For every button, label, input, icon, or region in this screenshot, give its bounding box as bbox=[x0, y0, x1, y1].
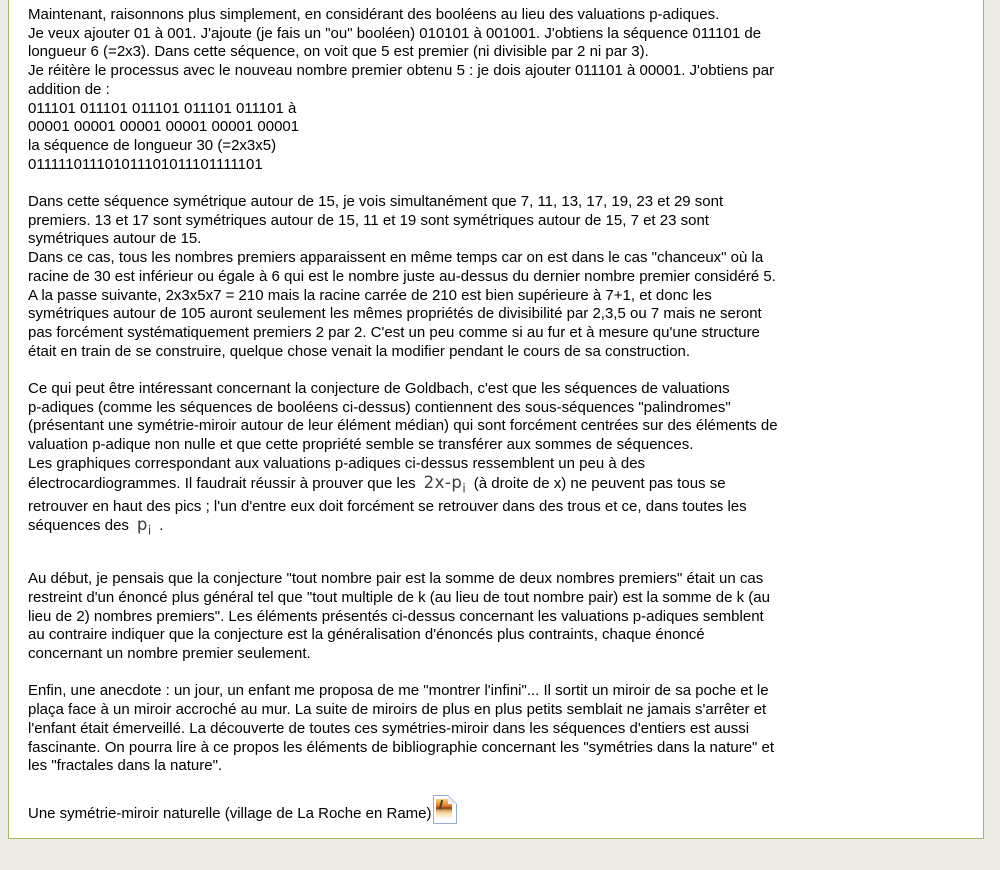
paragraph bbox=[28, 6, 964, 174]
math-expression bbox=[423, 472, 466, 495]
math-base: p bbox=[136, 515, 148, 535]
text-segment: (à droite de x) ne peuvent pas tous se bbox=[473, 474, 726, 492]
document-page bbox=[8, 0, 984, 839]
text-line: retrouver en haut des pics ; l'un d'entre eux doit forcément se retrouver dans des trous et ce, dans toutes les bbox=[28, 497, 747, 515]
text-line: symétriques autour de 15. bbox=[28, 230, 202, 248]
text-line: 011111011101011101011101111101 bbox=[28, 155, 263, 173]
text-line: l'enfant était émerveillé. La découverte de toutes ces symétries-miroir dans les séquences d'entiers est aussi bbox=[28, 719, 750, 737]
paragraph bbox=[28, 682, 964, 776]
text-line: fascinante. On pourra lire à ce propos les éléments de bibliographie concernant les "symétries dans la nature" et bbox=[28, 738, 775, 756]
text-line: était en train de se construire, quelque chose venait la modifier pendant le cours de sa construction. bbox=[28, 342, 691, 360]
text-line: restreint d'un énoncé plus général tel que "tout multiple de k (au lieu de tout nombre pair) est la somme de k (au bbox=[28, 588, 770, 606]
text-line: Enfin, une anecdote : un jour, un enfant me proposa de me "montrer l'infini"... Il sortit un miroir de sa poche et le bbox=[28, 682, 769, 700]
text-segment: . bbox=[159, 517, 164, 535]
text-line: p-adiques (comme les séquences de booléens ci-dessus) contiennent des sous-séquences "palindromes" bbox=[28, 398, 731, 416]
text-line: Je réitère le processus avec le nouveau nombre premier obtenu 5 : je dois ajouter 011101 à 00001. J'obtiens par bbox=[28, 62, 775, 80]
text-line: 00001 00001 00001 00001 00001 00001 bbox=[28, 118, 300, 136]
paragraph bbox=[28, 380, 964, 540]
paragraph bbox=[28, 570, 964, 664]
text-line: Je veux ajouter 01 à 001. J'ajoute (je fais un "ou" booléen) 010101 à 001001. J'obtiens la séquence 011101 de bbox=[28, 24, 762, 42]
image-placeholder-icon bbox=[433, 795, 457, 824]
text-line: longueur 6 (=2x3). Dans cette séquence, on voit que 5 est premier (ni divisible par 2 ni par 3). bbox=[28, 43, 649, 61]
image-caption: Une symétrie-miroir naturelle (village de La Roche en Rame) bbox=[28, 804, 432, 822]
text-segment: électrocardiogrammes. Il faudrait réussir à prouver que les bbox=[28, 474, 416, 492]
text-line: Maintenant, raisonnons plus simplement, en considérant des booléens au lieu des valuations p-adiques. bbox=[28, 6, 720, 23]
text-line: lieu de 2) nombres premiers". Les éléments présentés ci-dessus concernant les valuations p-adiques semblent bbox=[28, 607, 764, 625]
text-line: (présentant une symétrie-miroir autour de leur élément médian) qui sont forcément centrées sur des éléments de bbox=[28, 417, 778, 435]
text-line: concernant un nombre premier seulement. bbox=[28, 645, 311, 663]
math-base: 2x-p bbox=[423, 472, 463, 492]
page-fold bbox=[448, 795, 457, 804]
text-line: symétriques autour de 105 auront seulement les mêmes propriétés de divisibilité par 2,3,5 ou 7 mais ne seront bbox=[28, 305, 762, 323]
math-subscript: i bbox=[147, 523, 152, 538]
math-subscript: i bbox=[462, 480, 466, 495]
text-line: Au début, je pensais que la conjecture "tout nombre pair est la somme de deux nombres premiers" était un cas bbox=[28, 570, 764, 588]
text-line: plaça face à un miroir accroché au mur. La suite de miroirs de plus en plus petits semblait ne jamais s'arrêter et bbox=[28, 701, 767, 719]
text-line bbox=[28, 474, 964, 498]
text-line: Dans ce cas, tous les nombres premiers apparaissent en même temps car on est dans le cas "chanceux" où la bbox=[28, 249, 764, 267]
text-line: addition de : bbox=[28, 80, 110, 98]
text-line: 011101 011101 011101 011101 011101 à bbox=[28, 99, 297, 117]
text-segment: séquences des bbox=[28, 517, 129, 535]
text-line: Les graphiques correspondant aux valuations p-adiques ci-dessus ressemblent un peu à des bbox=[28, 454, 646, 472]
text-line bbox=[28, 516, 964, 540]
image-caption-line bbox=[28, 795, 964, 824]
text-line: A la passe suivante, 2x3x5x7 = 210 mais la racine carrée de 210 est bien supérieure à 7+1, et donc les bbox=[28, 286, 712, 304]
text-line: racine de 30 est inférieur ou égale à 6 qui est le nombre juste au-dessus du dernier nombre premier considéré 5. bbox=[28, 267, 776, 285]
text-line: pas forcément systématiquement premiers 2 par 2. C'est un peu comme si au fur et à mesure qu'une structure bbox=[28, 323, 760, 341]
document-text bbox=[9, 0, 983, 824]
text-line: Dans cette séquence symétrique autour de 15, je vois simultanément que 7, 11, 13, 17, 19, 23 et 29 sont bbox=[28, 193, 724, 211]
paragraph bbox=[28, 193, 964, 361]
text-line: au contraire indiquer que la conjecture est la généralisation d'énoncés plus contraints, chaque énoncé bbox=[28, 626, 705, 644]
text-line: les "fractales dans la nature". bbox=[28, 757, 223, 775]
math-expression bbox=[136, 515, 152, 538]
text-line: valuation p-adique non nulle et que cette propriété semble se transférer aux sommes de séquences. bbox=[28, 436, 694, 454]
text-line: la séquence de longueur 30 (=2x3x5) bbox=[28, 136, 277, 154]
text-line: premiers. 13 et 17 sont symétriques autour de 15, 11 et 19 sont symétriques autour de 15, 7 et 23 sont bbox=[28, 211, 709, 229]
text-line: Ce qui peut être intéressant concernant la conjecture de Goldbach, c'est que les séquences de valuations bbox=[28, 380, 730, 398]
